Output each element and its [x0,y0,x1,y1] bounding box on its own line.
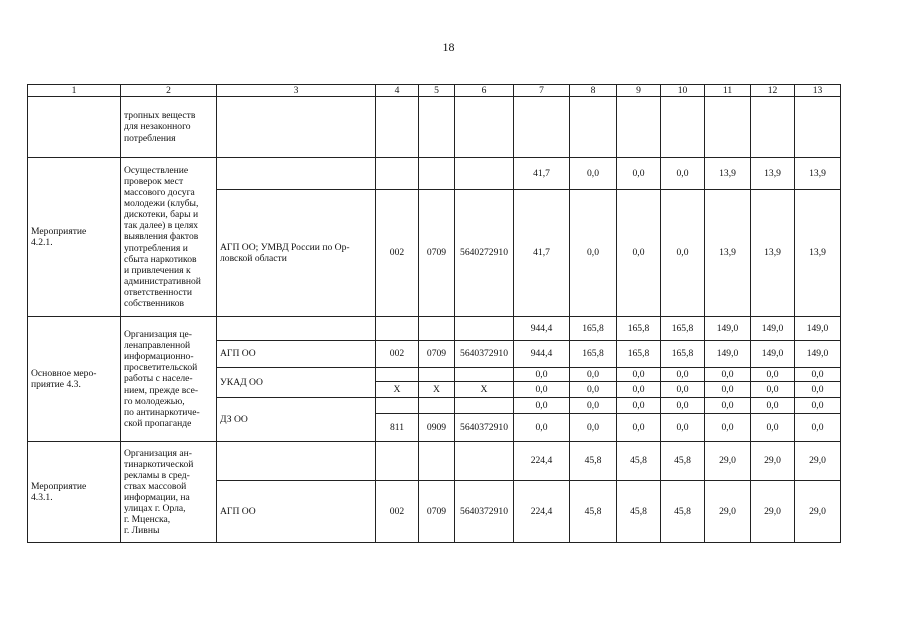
value-cell: 13,9 [705,190,751,317]
empty-cell [419,368,455,382]
value-cell: 29,0 [795,442,841,481]
empty-cell [455,158,514,190]
empty-cell [419,317,455,341]
empty-cell [795,97,841,158]
value-cell: 0,0 [795,414,841,442]
value-cell: 0,0 [705,414,751,442]
code4-cell: 002 [376,341,419,368]
value-cell: 0,0 [514,398,570,414]
value-cell: 45,8 [661,442,705,481]
empty-cell [455,368,514,382]
header-cell: 11 [705,85,751,97]
empty-cell [376,158,419,190]
value-cell: 0,0 [795,368,841,382]
executor-cell: УКАД ОО [217,368,376,398]
value-cell: 0,0 [514,368,570,382]
header-cell: 12 [751,85,795,97]
value-cell: 0,0 [514,382,570,398]
value-cell: 41,7 [514,190,570,317]
value-cell: 0,0 [617,398,661,414]
empty-cell [419,442,455,481]
table-row [28,317,841,341]
code4-cell: 811 [376,414,419,442]
value-cell: 165,8 [661,341,705,368]
empty-cell [661,97,705,158]
executor-cell [217,317,376,341]
description-cell: Организация це- ленаправленной информационно- просветительской работы с населе- нием, прежде все- го молодежью, по антинаркотиче- ской пропаганде [121,317,217,442]
code5-cell: 0709 [419,341,455,368]
empty-cell [419,158,455,190]
executor-cell [217,158,376,190]
value-cell: 0,0 [661,398,705,414]
value-cell: 45,8 [570,442,617,481]
value-cell: 0,0 [617,414,661,442]
value-cell: 0,0 [795,382,841,398]
empty-cell [376,317,419,341]
value-cell: 0,0 [570,368,617,382]
code-cell: Основное меро- приятие 4.3. [28,317,121,442]
value-cell: 0,0 [705,382,751,398]
value-cell: 0,0 [751,382,795,398]
code6-cell: 5640372910 [455,481,514,543]
value-cell: 0,0 [661,414,705,442]
code4-cell: 002 [376,481,419,543]
value-cell: 45,8 [617,481,661,543]
code5-cell: 0709 [419,190,455,317]
value-cell: 149,0 [795,317,841,341]
empty-cell [455,442,514,481]
value-cell: 41,7 [514,158,570,190]
header-cell: 7 [514,85,570,97]
value-cell: 13,9 [705,158,751,190]
value-cell: 0,0 [514,414,570,442]
empty-cell [376,442,419,481]
value-cell: 165,8 [570,317,617,341]
value-cell: 0,0 [661,368,705,382]
value-cell: 0,0 [661,382,705,398]
value-cell: 0,0 [570,158,617,190]
table-row [28,442,841,481]
value-cell: 0,0 [570,398,617,414]
table-row [28,158,841,190]
header-row [28,85,841,97]
code-cell [28,97,121,158]
value-cell: 0,0 [705,368,751,382]
description-cell: Осуществление проверок мест массового досуга молодежи (клубы, дискотеки, бары и так далее) в целях выявления фактов употребления и сбыта наркотиков и привлечения к административной ответственности собственников [121,158,217,317]
empty-cell [455,398,514,414]
description-cell: Организация ан- тинаркотической рекламы в сред- ствах массовой информации, на улицах г. Орла, г. Мценска, г. Ливны [121,442,217,543]
header-cell: 2 [121,85,217,97]
header-cell: 9 [617,85,661,97]
value-cell: 0,0 [661,158,705,190]
value-cell: 0,0 [570,190,617,317]
value-cell: 224,4 [514,481,570,543]
value-cell: 165,8 [570,341,617,368]
value-cell: 149,0 [705,317,751,341]
header-cell: 6 [455,85,514,97]
value-cell: 0,0 [617,158,661,190]
value-cell: 13,9 [751,190,795,317]
header-cell: 5 [419,85,455,97]
value-cell: 29,0 [795,481,841,543]
code6-cell: 5640372910 [455,414,514,442]
value-cell: 149,0 [705,341,751,368]
value-cell: 0,0 [705,398,751,414]
value-cell: 29,0 [751,481,795,543]
value-cell: 0,0 [617,190,661,317]
value-cell: 45,8 [617,442,661,481]
value-cell: 0,0 [751,398,795,414]
empty-cell [217,97,376,158]
value-cell: 149,0 [751,341,795,368]
empty-cell [376,368,419,382]
value-cell: 45,8 [570,481,617,543]
code6-cell: 5640272910 [455,190,514,317]
empty-cell [514,97,570,158]
value-cell: 29,0 [705,481,751,543]
empty-cell [570,97,617,158]
value-cell: 0,0 [617,382,661,398]
value-cell: 13,9 [795,158,841,190]
code-cell: Мероприятие 4.2.1. [28,158,121,317]
header-cell: 1 [28,85,121,97]
value-cell: 149,0 [795,341,841,368]
value-cell: 29,0 [751,442,795,481]
code4-cell: 002 [376,190,419,317]
code4-cell: X [376,382,419,398]
value-cell: 165,8 [617,317,661,341]
page-number: 18 [442,40,455,54]
executor-cell: АГП ОО; УМВД России по Ор- ловской области [217,190,376,317]
value-cell: 13,9 [751,158,795,190]
code6-cell: X [455,382,514,398]
value-cell: 45,8 [661,481,705,543]
value-cell: 0,0 [751,368,795,382]
value-cell: 944,4 [514,341,570,368]
value-cell: 0,0 [661,190,705,317]
code5-cell: X [419,382,455,398]
value-cell: 165,8 [617,341,661,368]
empty-cell [455,317,514,341]
executor-cell [217,442,376,481]
header-cell: 3 [217,85,376,97]
empty-cell [455,97,514,158]
value-cell: 944,4 [514,317,570,341]
executor-cell: АГП ОО [217,341,376,368]
empty-cell [376,97,419,158]
code6-cell: 5640372910 [455,341,514,368]
value-cell: 0,0 [617,368,661,382]
value-cell: 0,0 [751,414,795,442]
table-row [28,97,841,158]
executor-cell: АГП ОО [217,481,376,543]
value-cell: 0,0 [795,398,841,414]
value-cell: 149,0 [751,317,795,341]
value-cell: 224,4 [514,442,570,481]
code5-cell: 0709 [419,481,455,543]
value-cell: 29,0 [705,442,751,481]
empty-cell [419,398,455,414]
empty-cell [705,97,751,158]
value-cell: 0,0 [570,382,617,398]
empty-cell [617,97,661,158]
value-cell: 0,0 [570,414,617,442]
empty-cell [419,97,455,158]
header-cell: 13 [795,85,841,97]
program-table [27,84,841,543]
value-cell: 165,8 [661,317,705,341]
code5-cell: 0909 [419,414,455,442]
executor-cell: ДЗ ОО [217,398,376,442]
header-cell: 8 [570,85,617,97]
header-cell: 4 [376,85,419,97]
empty-cell [751,97,795,158]
description-cell: тропных веществ для незаконного потребления [121,97,217,158]
code-cell: Мероприятие 4.3.1. [28,442,121,543]
empty-cell [376,398,419,414]
value-cell: 13,9 [795,190,841,317]
header-cell: 10 [661,85,705,97]
